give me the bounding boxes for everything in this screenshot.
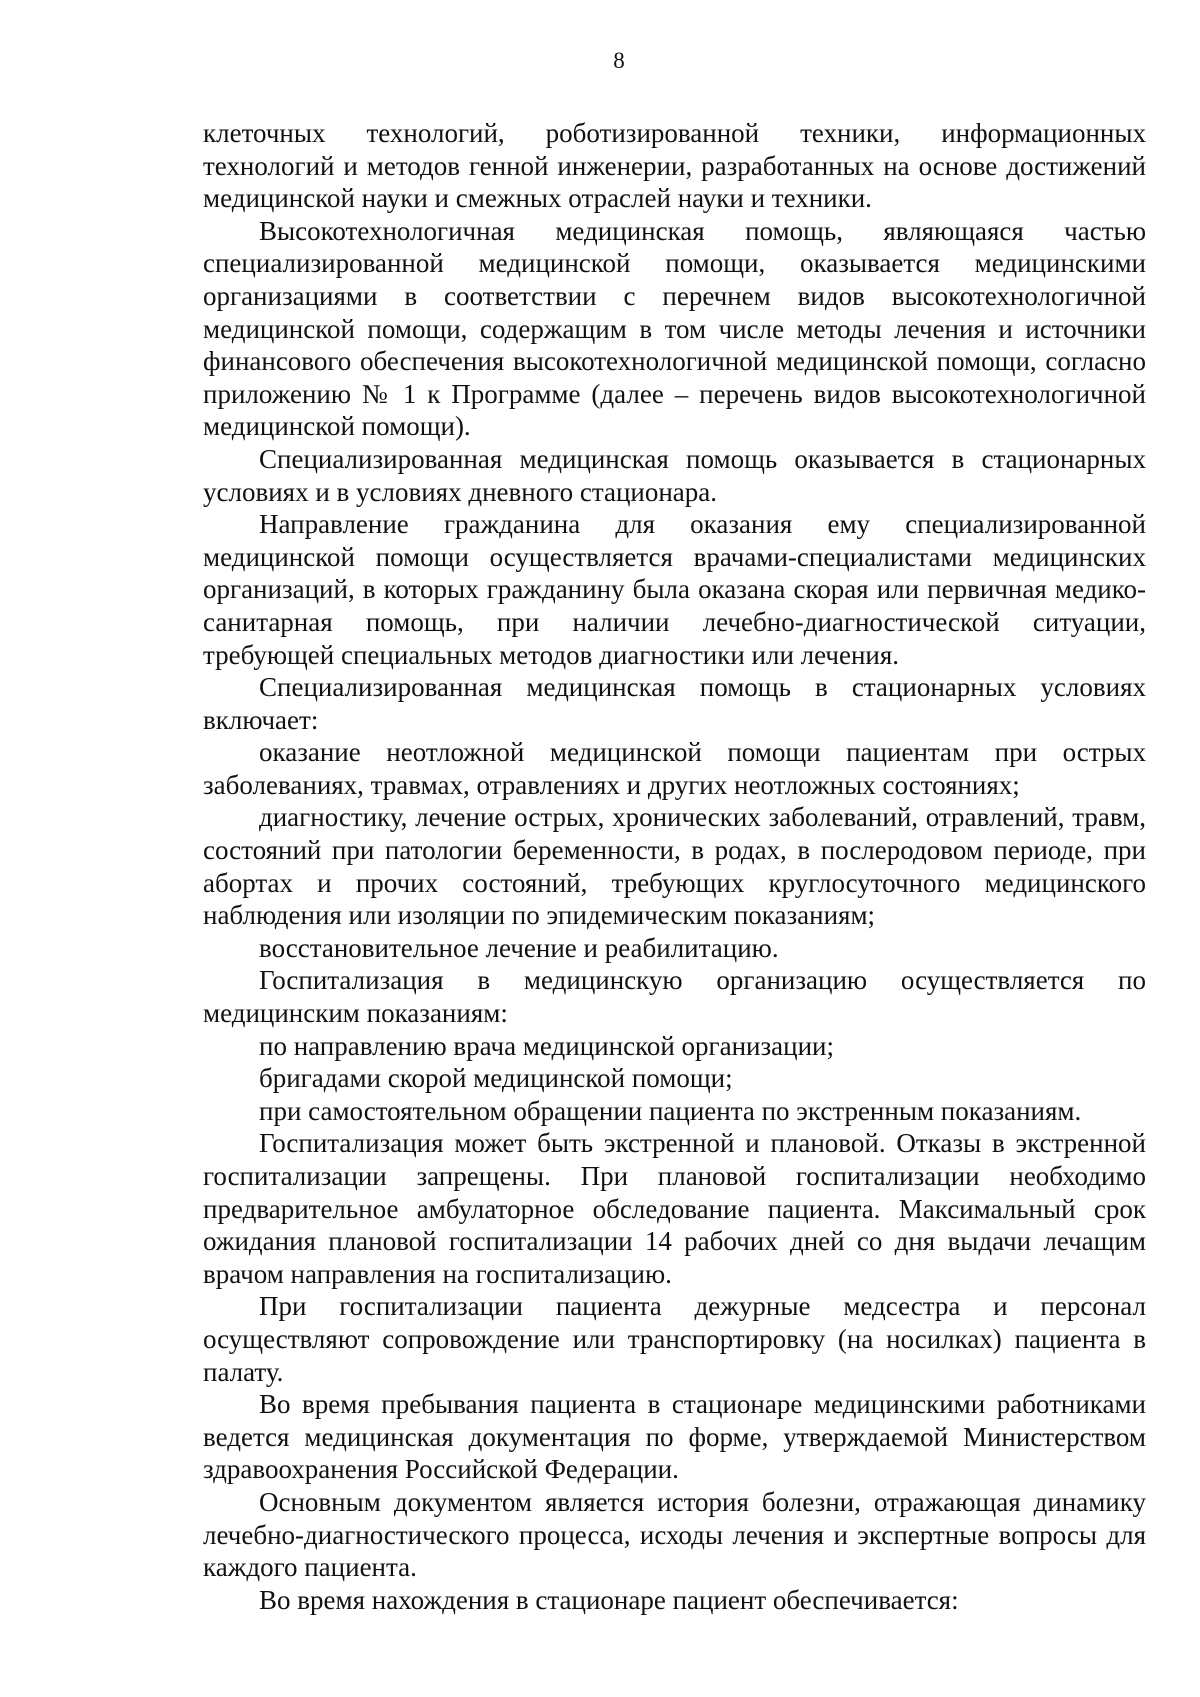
list-item-self-referral: при самостоятельном обращении пациента по экстренным показаниям. [259, 1095, 1082, 1126]
paragraph-5: Специализированная медицинская помощь в стационарных условиях включает: [203, 672, 1146, 735]
paragraph-hospitalization: Госпитализация в медицинскую организацию осуществляется по медицинским показаниям: [203, 965, 1146, 1029]
paragraph-documentation: Во время пребывания пациента в стационаре медицинскими работниками ведется медицинская документация по форме, утверждаемой Министерством здравоохранения Российской Федерации. [203, 1389, 1146, 1485]
document-body [203, 117, 1146, 1616]
paragraph-2: Высокотехнологичная медицинская помощь, являющаяся частью специализированной медицинской помощи, оказывается медицинскими организациями в соответствии с перечнем видов высокотехнологичной медицинской помощи, содержащим в том числе методы лечения и источники финансового обеспечения высокотехнологичной медицинской помощи, согласно приложению № 1 к Программе (далее – перечень видов высокотехнологичной медицинской помощи). [203, 215, 1146, 442]
paragraph-1: клеточных технологий, роботизированной техники, информационных технологий и методов генной инженерии, разработанных на основе достижений медицинской науки и смежных отраслей науки и техники. [203, 118, 1146, 214]
paragraph-medical-history: Основным документом является история болезни, отражающая динамику лечебно-диагностического процесса, исходы лечения и экспертные вопросы для каждого пациента. [203, 1486, 1146, 1583]
paragraph-provision: Во время нахождения в стационаре пациент обеспечивается: [259, 1584, 959, 1615]
paragraph-escort: При госпитализации пациента дежурные медсестра и персонал осуществляют сопровождение или транспортировку (на носилках) пациента в палату. [203, 1291, 1146, 1387]
list-item-doctor-referral: по направлению врача медицинской организации; [259, 1030, 834, 1061]
list-item-emergency-care: оказание неотложной медицинской помощи пациентам при острых заболеваниях, травмах, отравлениях и других неотложных состояниях; [203, 737, 1146, 800]
paragraph-hospitalization-types: Госпитализация может быть экстренной и плановой. Отказы в экстренной госпитализации запрещены. При плановой госпитализации необходимо предварительное амбулаторное обследование пациента. Максимальный срок ожидания плановой госпитализации 14 рабочих дней со дня выдачи лечащим врачом направления на госпитализацию. [203, 1128, 1146, 1289]
list-item-diagnostics-treatment: диагностику, лечение острых, хронических заболеваний, отравлений, травм, состояний при патологии беременности, в родах, в послеродовом периоде, при абортах и прочих состояний, требующих круглосуточного медицинского наблюдения или изоляции по эпидемическим показаниям; [203, 802, 1146, 931]
page-number: 8 [613, 48, 625, 73]
list-item-ambulance: бригадами скорой медицинской помощи; [259, 1063, 733, 1094]
paragraph-3: Специализированная медицинская помощь оказывается в стационарных условиях и в условиях дневного стационара. [203, 443, 1146, 507]
paragraph-4: Направление гражданина для оказания ему специализированной медицинской помощи осуществляется врачами-специалистами медицинских организаций, в которых гражданину была оказана скорая или первичная медико-санитарная помощь, при наличии лечебно-диагностической ситуации, требующей специальных методов диагностики или лечения. [203, 509, 1146, 670]
list-item-rehabilitation: восстановительное лечение и реабилитацию. [259, 932, 779, 963]
